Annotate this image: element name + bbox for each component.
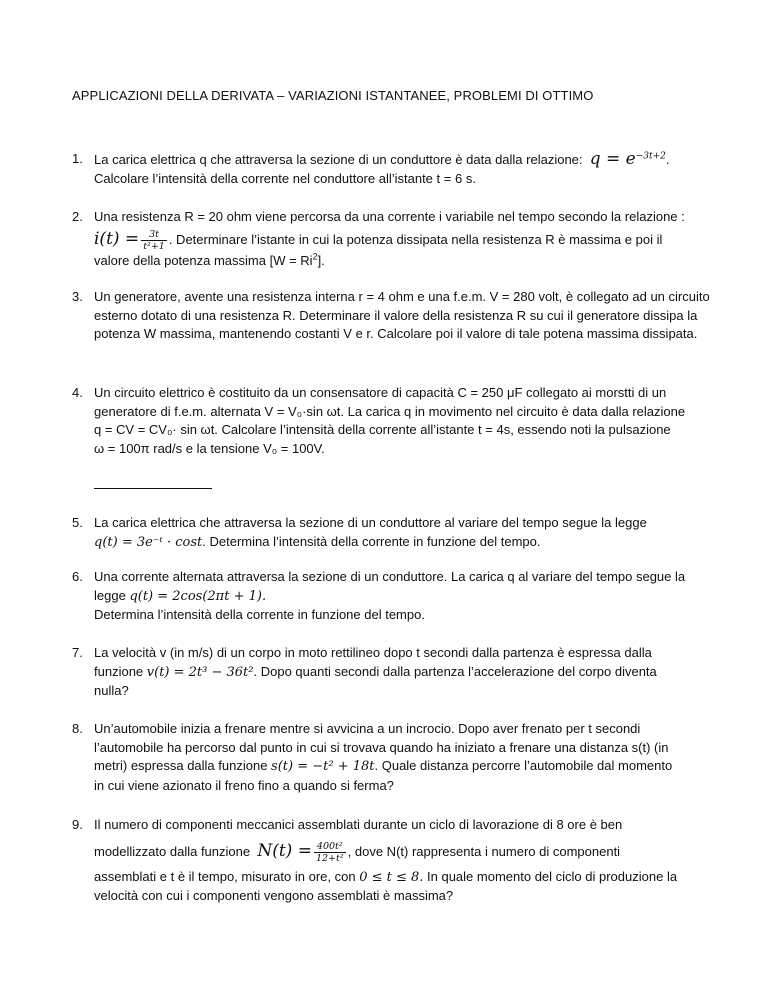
page-title: APPLICAZIONI DELLA DERIVATA – VARIAZIONI ISTANTANEE, PROBLEMI DI OTTIMO xyxy=(72,88,594,103)
problem-4: 4. Un circuito elettrico è costituito da un consensatore di capacità C = 250 μF collegato ai morstti di un generatore di f.e.m. alternata V = V₀·sin ωt. La carica q in movimento nel circuito è data dalla relazione q = CV = CV₀· sin ωt. Calcolare l’intensità della corrente all’istante t = 4s, essendo noti la pulsazione ω = 100π rad/s e la tensione V₀ = 100V. xyxy=(72,385,686,456)
problem-7: 7. La velocità v (in m/s) di un corpo in moto rettilineo dopo t secondi dalla partenza è espressa dalla funzione v(t) = 2t³ − 36t². Dopo quanti secondi dalla partenza l’accelerazione del corpo diventa nulla? xyxy=(72,645,657,698)
problem-6: 6. Una corrente alternata attraversa la sezione di un conduttore. La carica q al variare del tempo segue la legge q(t) = 2cos(2πt + 1). Determina l’intensità della corrente in funzione del tempo. xyxy=(72,569,686,622)
problem-9: 9. Il numero di componenti meccanici assemblati durante un ciclo di lavorazione di 8 ore è ben modellizzato dalla funzione N(t) = $\frac{\text{400t²}}{\text{12+t²}}$ , dove N(t) rappresenta i numero di componenti assemblati e t è il tempo, misurato in ore, con 0 ≤ t ≤ 8. In quale momento del ciclo di produzione la velocità con cui i componenti vengono assemblati è massima? xyxy=(72,817,678,903)
fraction: $\frac{3t}{\text{t²+1}}$ xyxy=(143,228,165,252)
problem-2: 2. Una resistenza R = 20 ohm viene percorsa da una corrente i variabile nel tempo secondo la relazione : i(t) = $\frac{3t}{\text{t²+1}}$ . Determinare l’istante in cui la potenza dissipata nella resistenza R è massima e poi il valore della potenza massima $[W = Ri^2]$. xyxy=(72,209,685,268)
problem-1: 1. La carica elettrica q che attraversa la sezione di un conduttore è data dalla relazione: $q = e^{-3t+2}$. Calcolare l’intensità della corrente nel conduttore all’istante t = 6 s. xyxy=(72,149,670,186)
fraction: $\frac{\text{400t²}}{\text{12+t²}}$ xyxy=(315,840,344,864)
problem-8: 8. Un’automobile inizia a frenare mentre si avvicina a un incrocio. Dopo aver frenato per t secondi l’automobile ha percorso dal punto in cui si trovava quando ha iniziato a frenare una distanza s(t) (in metri) espressa dalla funzione s(t) = −t² + 18t. Quale distanza percorre l’automobile dal momento in cui viene azionato il freno fino a quando si ferma? xyxy=(72,721,673,793)
separator-line xyxy=(94,488,212,489)
problem-5: 5. La carica elettrica che attraversa la sezione di un conduttore al variare del tempo segue la legge q(t) = 3e⁻ᵗ · cost. Determina l’intensità della corrente in funzione del tempo. xyxy=(72,515,647,550)
problem-3: 3. Un generatore, avente una resistenza interna r = 4 ohm e una f.e.m. V = 280 volt, è collegato ad un circuito esterno dotato di una resistenza R. Determinare il valore della resistenza R su cui il generatore dissipa la potenza W massima, mantenendo costanti V e r. Calcolare poi il valore di tale potena massima dissipata. xyxy=(72,289,710,341)
